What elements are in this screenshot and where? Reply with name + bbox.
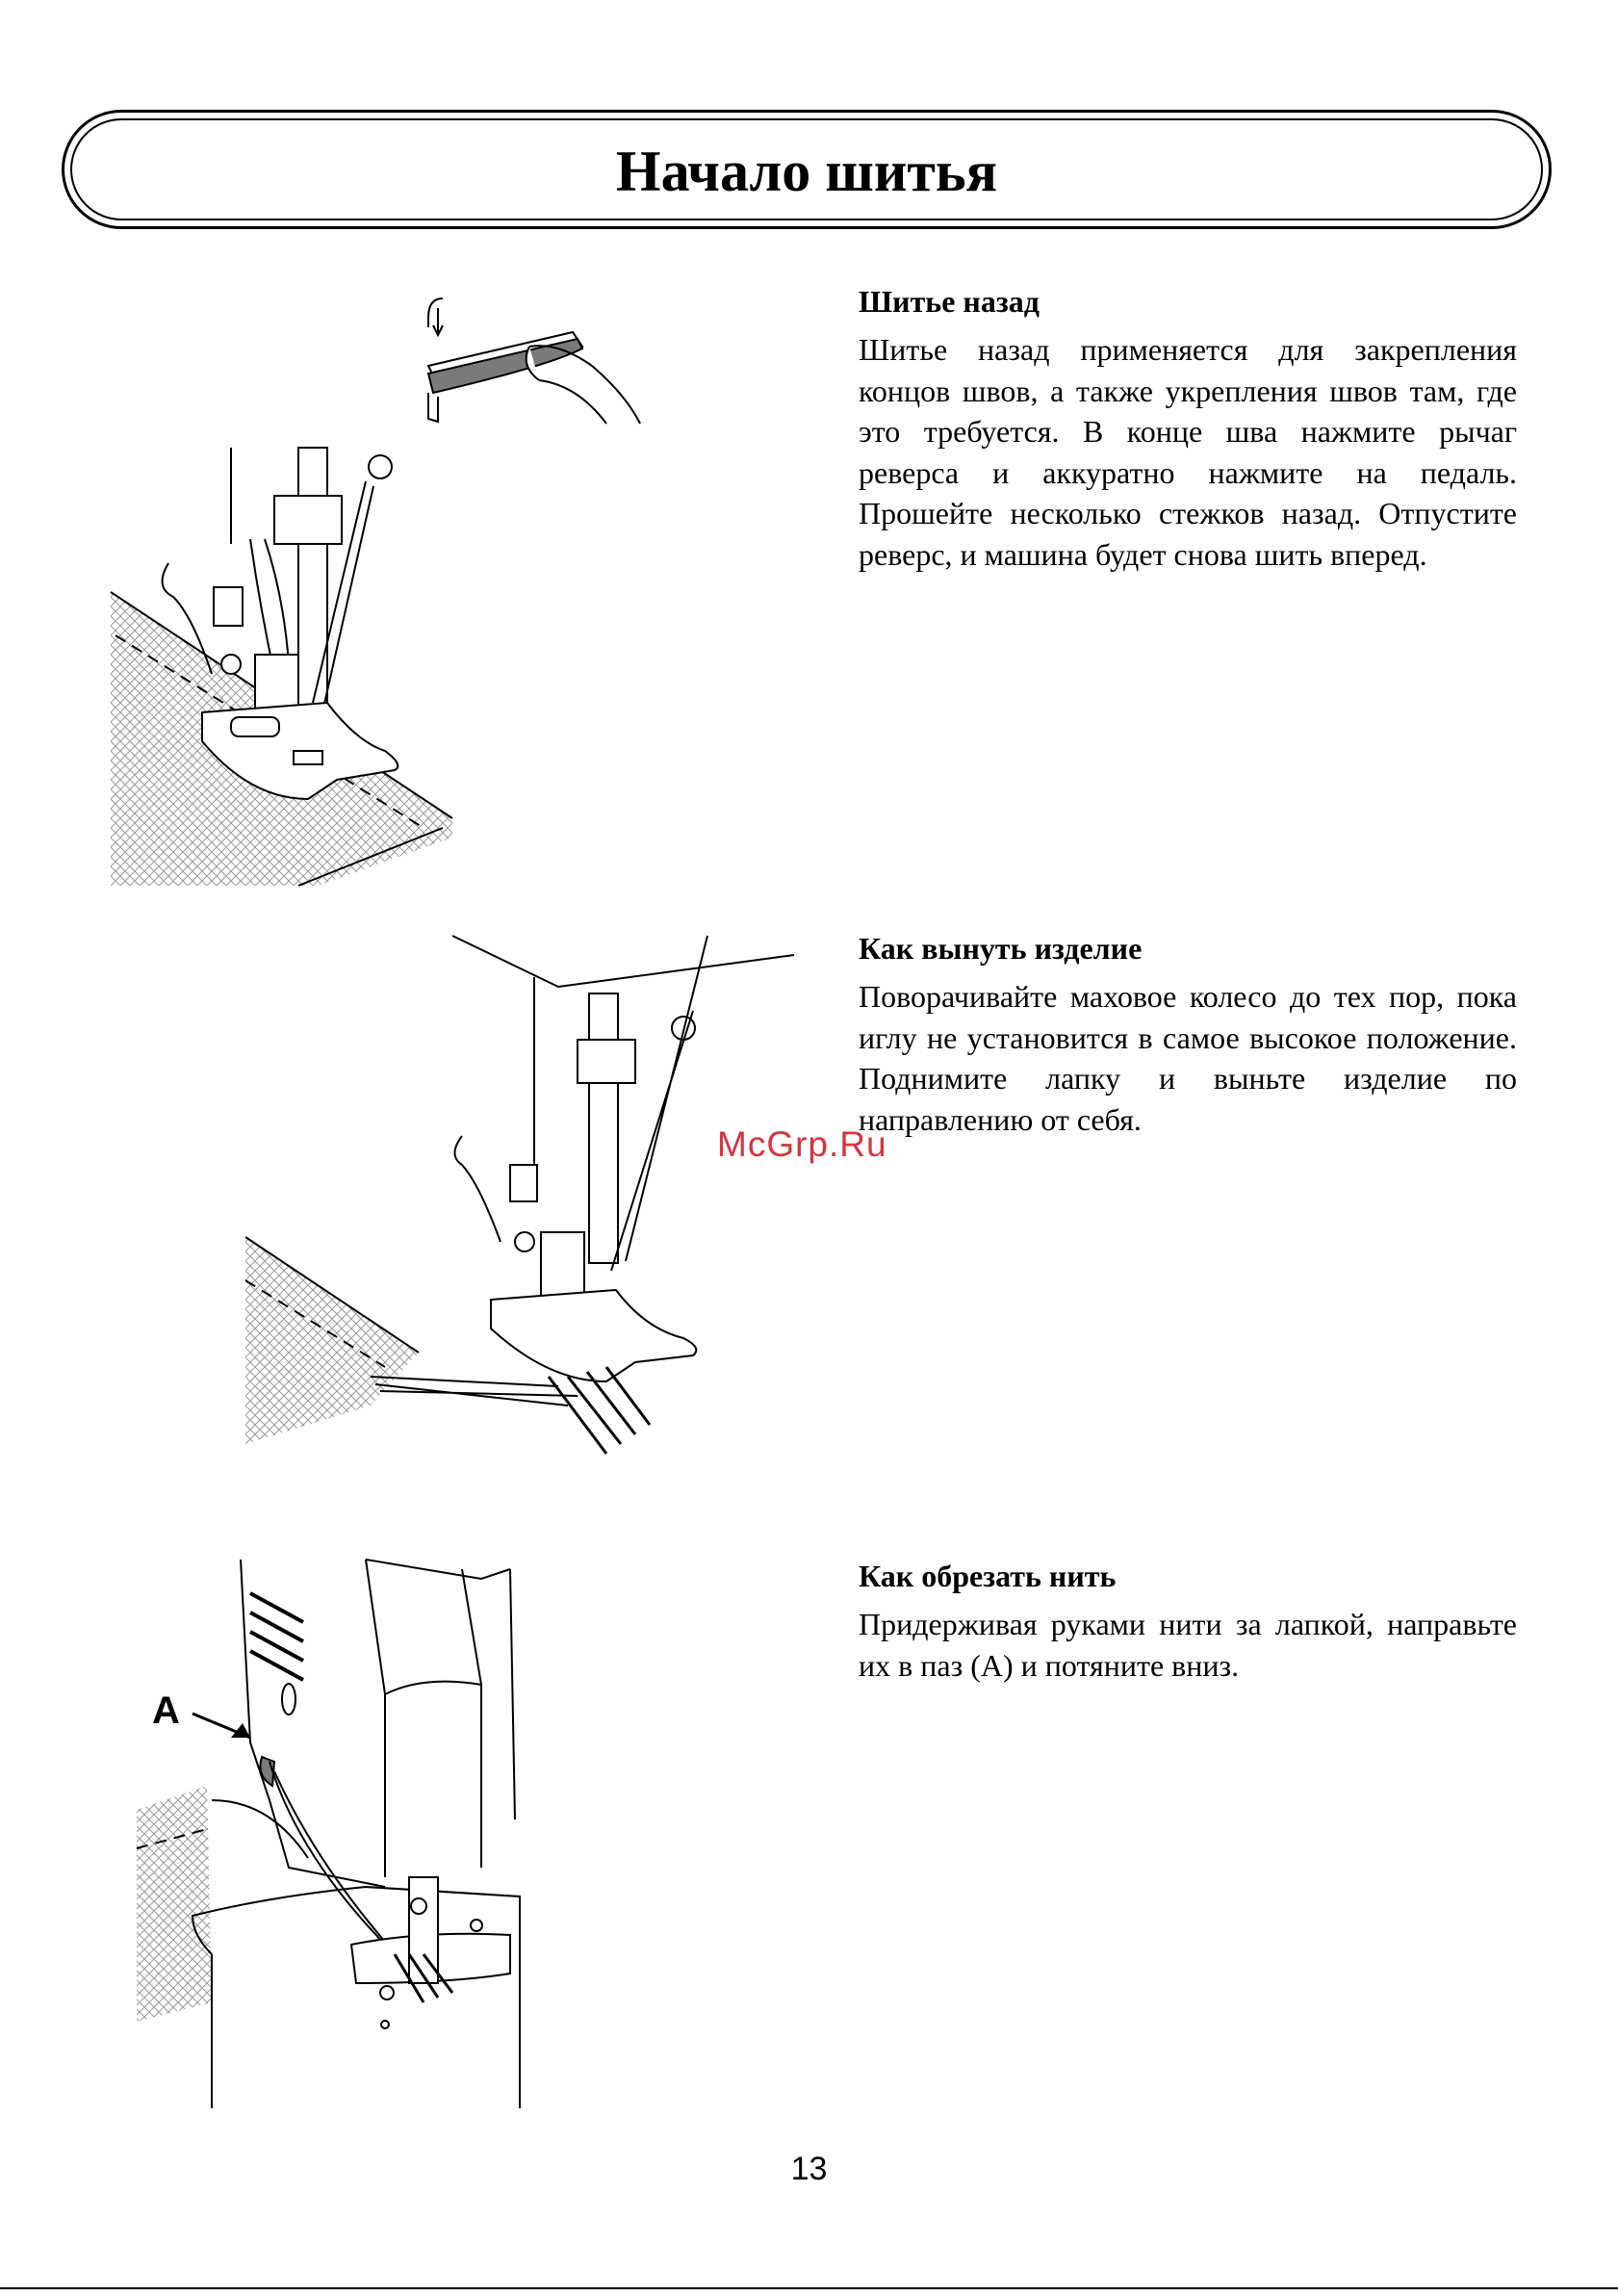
section-heading: Шитье назад	[859, 284, 1040, 319]
section-body: Придерживая руками нити за лапкой, направьте их в паз (А) и потяните вниз.	[859, 1607, 1517, 1683]
section-cut-thread	[859, 1556, 1517, 1686]
section-remove-fabric	[859, 928, 1517, 1140]
remove-fabric-illustration	[241, 924, 799, 1463]
section-heading: Как вынуть изделие	[859, 931, 1143, 966]
page-number: 13	[790, 2151, 828, 2187]
page-title: Начало шитья	[615, 140, 998, 203]
section-heading: Как обрезать нить	[859, 1559, 1117, 1593]
title-banner	[62, 110, 1552, 229]
watermark: McGrp.Ru	[717, 1124, 887, 1164]
section-body: Шитье назад применяется для закрепления концов швов, а также укрепления швов там, где это требуется. В конце шва нажмите рычаг реверса и аккуратно нажмите на педаль. Прошейте несколько стежков назад. Отпустите реверс, и машина будет снова шить вперед.	[859, 332, 1517, 572]
cutter-label-a: A	[152, 1690, 180, 1732]
reverse-lever-icon	[428, 298, 640, 424]
section-reverse-sewing	[859, 281, 1517, 575]
footer-divider	[0, 2287, 1618, 2289]
reverse-sewing-illustration	[106, 289, 645, 895]
section-body: Поворачивайте маховое колесо до тех пор, пока иглу не установится в самое высокое положение. Поднимите лапку и выньте изделие по направлению от себя.	[859, 979, 1517, 1137]
cut-thread-illustration	[135, 1550, 587, 2108]
